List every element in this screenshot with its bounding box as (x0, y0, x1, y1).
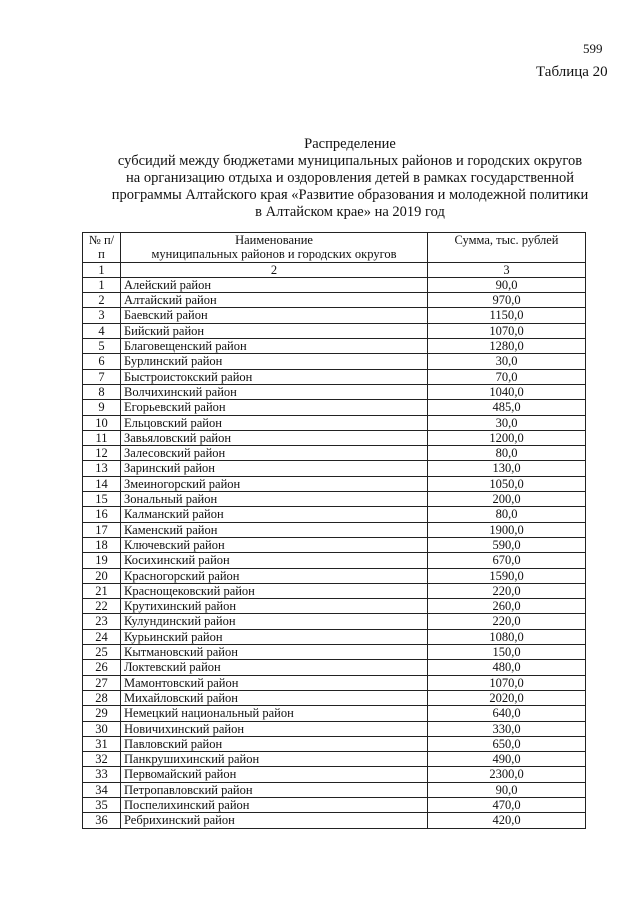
row-number: 27 (83, 675, 121, 690)
row-sum: 2300,0 (428, 767, 586, 782)
row-name: Ключевский район (121, 537, 428, 552)
row-sum: 2020,0 (428, 690, 586, 705)
row-number: 12 (83, 446, 121, 461)
row-sum: 220,0 (428, 583, 586, 598)
header-name-line: муниципальных районов и городских округов (151, 247, 397, 262)
row-name: Благовещенский район (121, 339, 428, 354)
row-number: 11 (83, 430, 121, 445)
table-row (83, 782, 586, 797)
row-name: Калманский район (121, 507, 428, 522)
row-name: Баевский район (121, 308, 428, 323)
row-name: Немецкий национальный район (121, 706, 428, 721)
row-number: 30 (83, 721, 121, 736)
table-row (83, 767, 586, 782)
row-sum: 650,0 (428, 736, 586, 751)
row-name: Залесовский район (121, 446, 428, 461)
row-sum: 200,0 (428, 492, 586, 507)
table-row (83, 752, 586, 767)
table-row (83, 384, 586, 399)
row-sum: 130,0 (428, 461, 586, 476)
row-sum: 90,0 (428, 277, 586, 292)
row-number: 7 (83, 369, 121, 384)
table-row (83, 293, 586, 308)
table-row (83, 446, 586, 461)
row-number: 4 (83, 323, 121, 338)
row-name: Панкрушихинский район (121, 752, 428, 767)
row-number: 17 (83, 522, 121, 537)
row-name: Мамонтовский район (121, 675, 428, 690)
row-number: 16 (83, 507, 121, 522)
row-sum: 330,0 (428, 721, 586, 736)
table-row (83, 553, 586, 568)
row-sum: 1900,0 (428, 522, 586, 537)
row-sum: 1070,0 (428, 675, 586, 690)
row-name: Заринский район (121, 461, 428, 476)
title-line: на организацию отдыха и оздоровления детей в рамках государственной (126, 170, 574, 186)
row-sum: 260,0 (428, 599, 586, 614)
row-sum: 670,0 (428, 553, 586, 568)
row-name: Павловский район (121, 736, 428, 751)
row-name: Егорьевский район (121, 400, 428, 415)
table-row (83, 461, 586, 476)
row-number: 26 (83, 660, 121, 675)
table-row (83, 675, 586, 690)
row-sum: 480,0 (428, 660, 586, 675)
row-number: 9 (83, 400, 121, 415)
row-sum: 150,0 (428, 645, 586, 660)
table-row (83, 369, 586, 384)
header-name-line: Наименование (235, 233, 313, 247)
table-row (83, 721, 586, 736)
row-number: 20 (83, 568, 121, 583)
row-name: Курьинский район (121, 629, 428, 644)
row-sum: 80,0 (428, 446, 586, 461)
header-sum: Сумма, тыс. рублей (428, 233, 586, 263)
row-name: Краснощековский район (121, 583, 428, 598)
row-name: Локтевский район (121, 660, 428, 675)
row-number: 2 (83, 293, 121, 308)
table-row (83, 277, 586, 292)
row-sum: 1280,0 (428, 339, 586, 354)
row-name: Зональный район (121, 492, 428, 507)
row-name: Бийский район (121, 323, 428, 338)
row-name: Крутихинский район (121, 599, 428, 614)
column-index-row (83, 262, 586, 277)
row-name: Алейский район (121, 277, 428, 292)
row-number: 1 (83, 277, 121, 292)
row-number: 23 (83, 614, 121, 629)
row-number: 19 (83, 553, 121, 568)
subsidy-table (82, 232, 586, 829)
row-number: 21 (83, 583, 121, 598)
table-row (83, 415, 586, 430)
row-sum: 485,0 (428, 400, 586, 415)
row-sum: 1150,0 (428, 308, 586, 323)
row-sum: 590,0 (428, 537, 586, 552)
row-number: 6 (83, 354, 121, 369)
table-row (83, 706, 586, 721)
row-number: 13 (83, 461, 121, 476)
table-row (83, 339, 586, 354)
row-sum: 1040,0 (428, 384, 586, 399)
table-row (83, 614, 586, 629)
table-row (83, 507, 586, 522)
table-header-row (83, 233, 586, 263)
row-name: Быстроистокский район (121, 369, 428, 384)
row-sum: 90,0 (428, 782, 586, 797)
row-number: 35 (83, 797, 121, 812)
title-line: в Алтайском крае» на 2019 год (255, 204, 445, 220)
row-sum: 1080,0 (428, 629, 586, 644)
title-line: программы Алтайского края «Развитие образования и молодежной политики (111, 187, 589, 203)
table-row (83, 736, 586, 751)
row-sum: 470,0 (428, 797, 586, 812)
row-sum: 420,0 (428, 813, 586, 828)
row-name: Ребрихинский район (121, 813, 428, 828)
row-number: 22 (83, 599, 121, 614)
row-name: Косихинский район (121, 553, 428, 568)
title-line: субсидий между бюджетами муниципальных районов и городских округов (117, 153, 583, 169)
table-row (83, 645, 586, 660)
row-sum: 490,0 (428, 752, 586, 767)
row-name: Новичихинский район (121, 721, 428, 736)
row-sum: 1200,0 (428, 430, 586, 445)
table-row (83, 400, 586, 415)
row-number: 8 (83, 384, 121, 399)
table-row (83, 813, 586, 828)
row-number: 31 (83, 736, 121, 751)
row-sum: 1070,0 (428, 323, 586, 338)
table-row (83, 522, 586, 537)
row-sum: 220,0 (428, 614, 586, 629)
row-number: 3 (83, 308, 121, 323)
row-sum: 1590,0 (428, 568, 586, 583)
row-number: 34 (83, 782, 121, 797)
row-number: 29 (83, 706, 121, 721)
table-row (83, 690, 586, 705)
row-number: 18 (83, 537, 121, 552)
row-name: Первомайский район (121, 767, 428, 782)
column-index: 3 (428, 262, 586, 277)
table-row (83, 568, 586, 583)
column-index: 1 (83, 262, 121, 277)
row-name: Красногорский район (121, 568, 428, 583)
row-sum: 640,0 (428, 706, 586, 721)
document-title (60, 136, 640, 221)
row-name: Ельцовский район (121, 415, 428, 430)
table-row (83, 599, 586, 614)
header-number: № п/п (83, 233, 121, 263)
row-name: Петропавловский район (121, 782, 428, 797)
row-sum: 1050,0 (428, 476, 586, 491)
table-row (83, 629, 586, 644)
row-number: 5 (83, 339, 121, 354)
table-row (83, 583, 586, 598)
row-number: 32 (83, 752, 121, 767)
row-sum: 30,0 (428, 415, 586, 430)
row-number: 10 (83, 415, 121, 430)
row-sum: 970,0 (428, 293, 586, 308)
row-number: 25 (83, 645, 121, 660)
row-name: Змеиногорский район (121, 476, 428, 491)
table-row (83, 660, 586, 675)
row-number: 33 (83, 767, 121, 782)
table-row (83, 492, 586, 507)
row-number: 14 (83, 476, 121, 491)
table-label: Таблица 20 (536, 64, 608, 80)
row-sum: 30,0 (428, 354, 586, 369)
row-name: Алтайский район (121, 293, 428, 308)
table-row (83, 308, 586, 323)
row-number: 24 (83, 629, 121, 644)
row-name: Михайловский район (121, 690, 428, 705)
table-row (83, 323, 586, 338)
row-name: Поспелихинский район (121, 797, 428, 812)
row-number: 28 (83, 690, 121, 705)
title-line: Распределение (304, 136, 396, 152)
table-row (83, 797, 586, 812)
row-name: Кытмановский район (121, 645, 428, 660)
table-row (83, 430, 586, 445)
column-index: 2 (121, 262, 428, 277)
row-name: Каменский район (121, 522, 428, 537)
header-name (121, 233, 428, 263)
table-row (83, 354, 586, 369)
row-name: Завьяловский район (121, 430, 428, 445)
table-row (83, 476, 586, 491)
row-name: Кулундинский район (121, 614, 428, 629)
page-number: 599 (583, 41, 603, 56)
row-sum: 80,0 (428, 507, 586, 522)
row-number: 15 (83, 492, 121, 507)
row-sum: 70,0 (428, 369, 586, 384)
table-row (83, 537, 586, 552)
row-name: Волчихинский район (121, 384, 428, 399)
row-name: Бурлинский район (121, 354, 428, 369)
row-number: 36 (83, 813, 121, 828)
